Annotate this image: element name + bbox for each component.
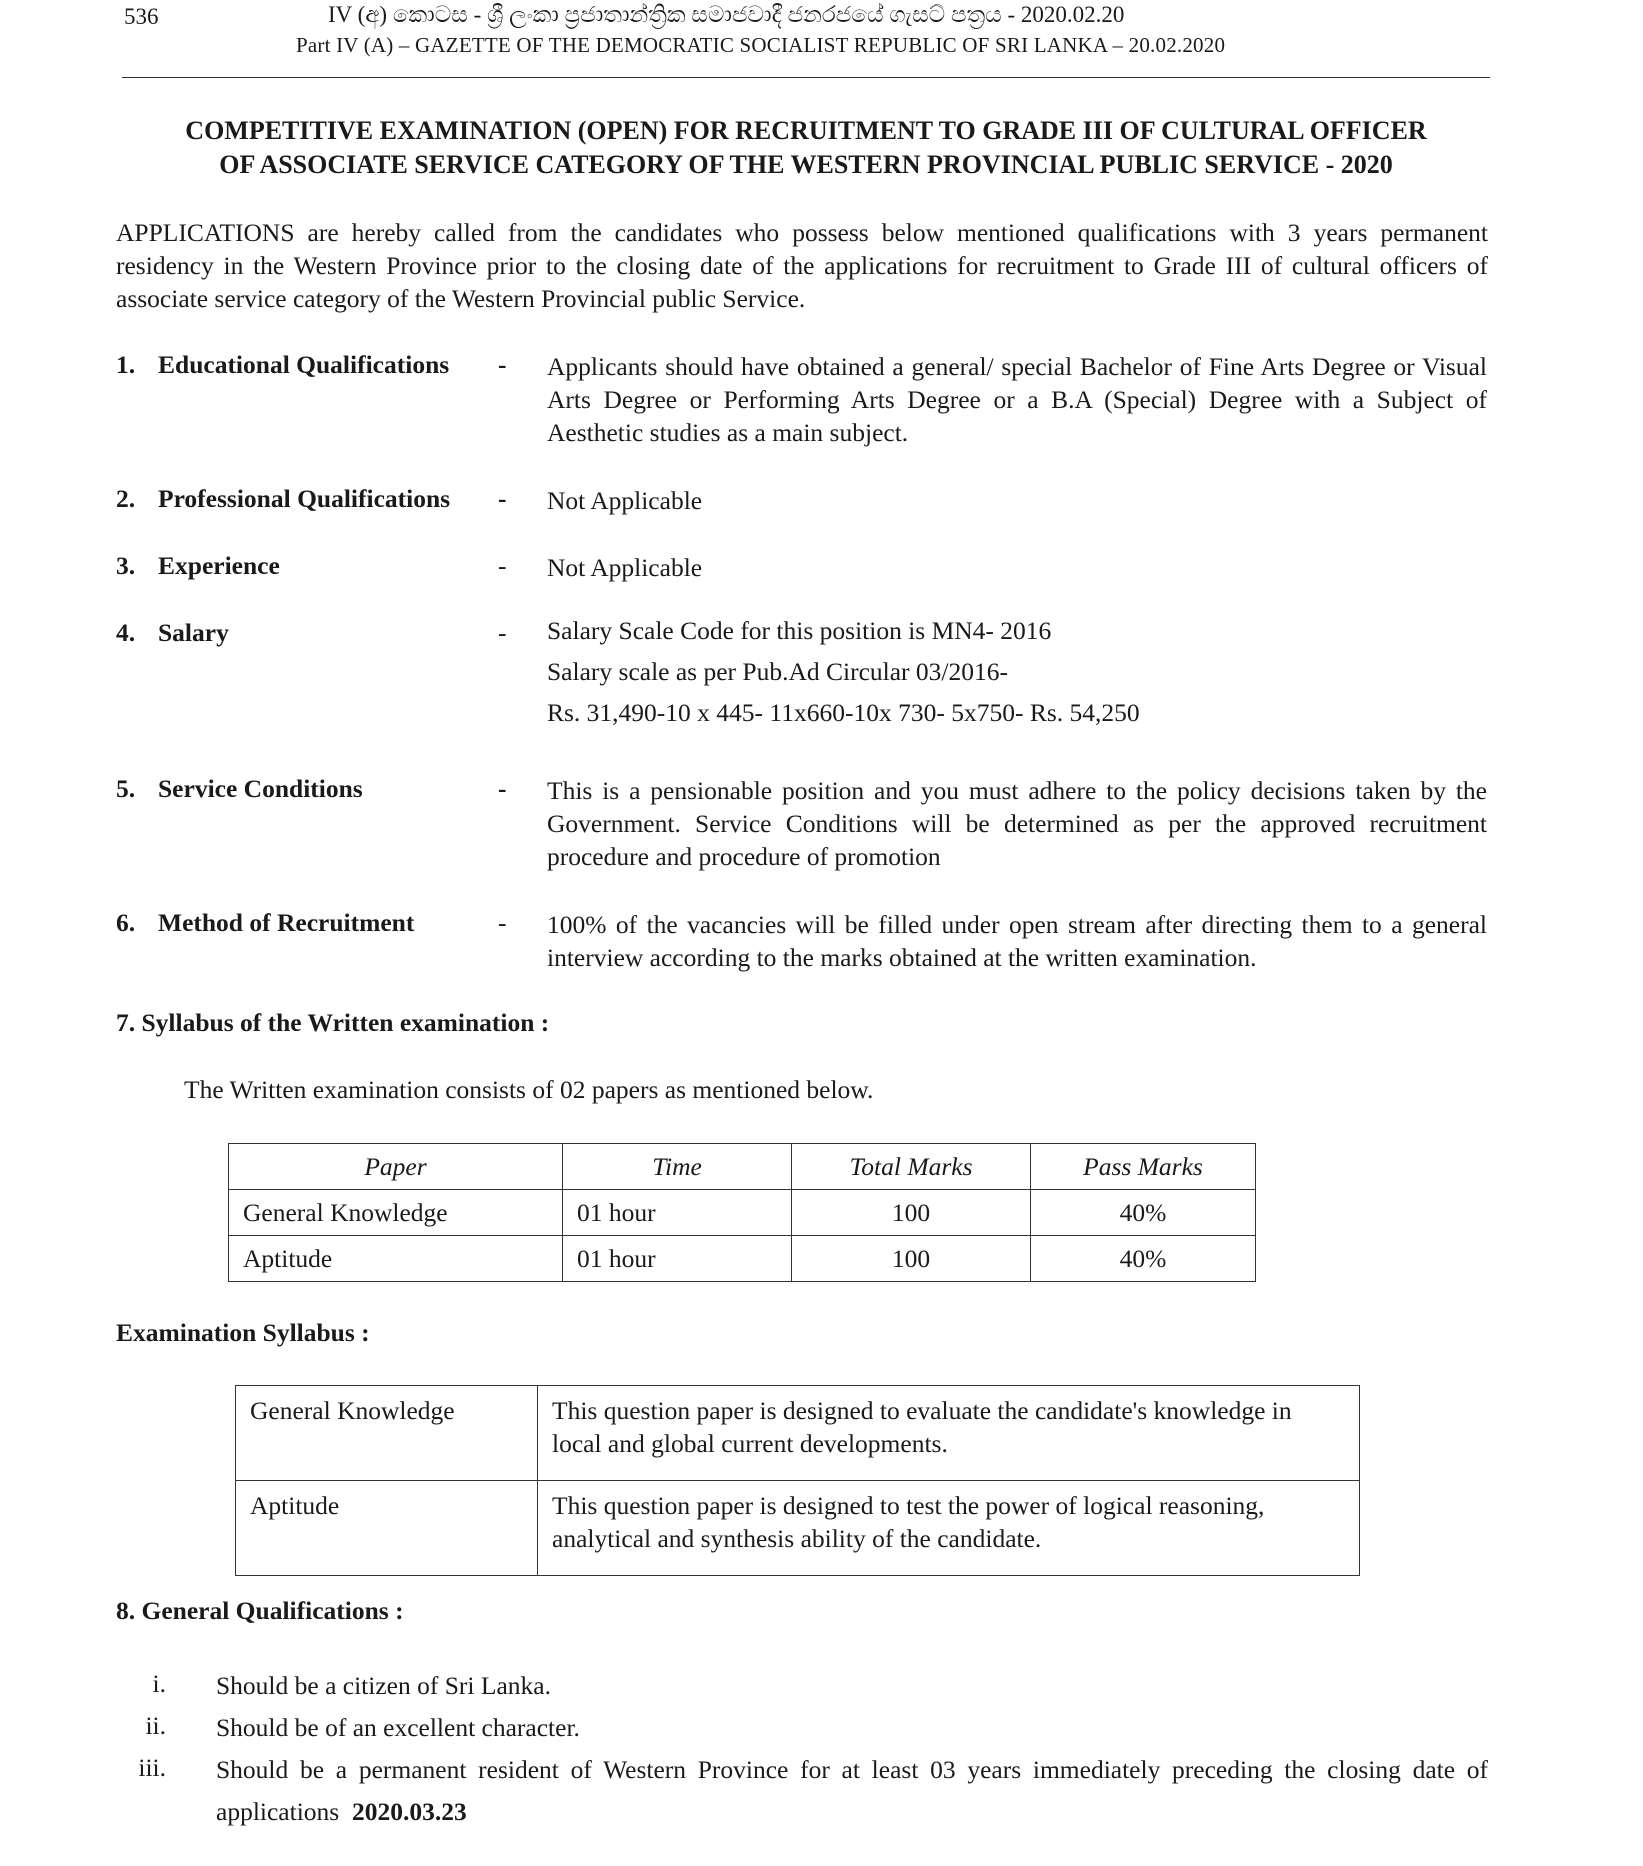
paper-pass-marks: 40% bbox=[1031, 1190, 1256, 1236]
column-header-time: Time bbox=[563, 1144, 792, 1190]
table-row bbox=[229, 1236, 1256, 1282]
salary-circular: Salary scale as per Pub.Ad Circular 03/2016- bbox=[547, 657, 1009, 686]
item-number: 4. bbox=[116, 618, 136, 647]
item-value-method-of-recruitment: 100% of the vacancies will be filled under open stream after directing them to a general interview according to the marks obtained at the written examination. bbox=[547, 910, 1487, 972]
item-dash: - bbox=[498, 551, 507, 580]
syllabus-description: This question paper is designed to test the power of logical reasoning, analytical and synthesis ability of the candidate. bbox=[538, 1481, 1360, 1576]
syllabus-intro: The Written examination consists of 02 papers as mentioned below. bbox=[184, 1075, 874, 1104]
notice-title-line-2: OF ASSOCIATE SERVICE CATEGORY OF THE WESTERN PROVINCIAL PUBLIC SERVICE - 2020 bbox=[219, 150, 1393, 179]
list-item: Should be a citizen of Sri Lanka. bbox=[216, 1671, 551, 1700]
column-header-paper: Paper bbox=[229, 1144, 563, 1190]
column-header-pass-marks: Pass Marks bbox=[1031, 1144, 1256, 1190]
paper-total-marks: 100 bbox=[792, 1190, 1031, 1236]
salary-scale-code: Salary Scale Code for this position is MN4- 2016 bbox=[547, 616, 1052, 645]
list-item bbox=[216, 1749, 1488, 1833]
paper-name: General Knowledge bbox=[229, 1190, 563, 1236]
notice-title-line-1: COMPETITIVE EXAMINATION (OPEN) FOR RECRUITMENT TO GRADE III OF CULTURAL OFFICER bbox=[185, 116, 1427, 145]
item-label-educational-qualifications: Educational Qualifications bbox=[158, 350, 450, 379]
table-row bbox=[229, 1190, 1256, 1236]
general-qualifications-heading: 8. General Qualifications : bbox=[116, 1596, 404, 1625]
item-dash: - bbox=[498, 618, 507, 647]
gazette-header-sinhala: IV (අ) කොටස - ශ්‍රී ලංකා ප්‍රජාතාන්ත්‍රික සමාජවාදී ජනරජයේ ගැසට් පත්‍රය - 2020.02.20 bbox=[328, 2, 1125, 27]
notice-title bbox=[116, 114, 1496, 182]
syllabus-paper-name: General Knowledge bbox=[236, 1386, 538, 1481]
paper-total-marks: 100 bbox=[792, 1236, 1031, 1282]
item-number: 6. bbox=[116, 908, 136, 937]
exam-syllabus-heading: Examination Syllabus : bbox=[116, 1318, 370, 1347]
table-row bbox=[236, 1386, 1360, 1481]
item-number: 5. bbox=[116, 774, 136, 803]
list-item-number: iii. bbox=[138, 1753, 166, 1782]
gazette-header-english: Part IV (A) – GAZETTE OF THE DEMOCRATIC SOCIALIST REPUBLIC OF SRI LANKA – 20.02.2020 bbox=[296, 33, 1226, 57]
item-value-salary bbox=[547, 610, 1487, 733]
item-number: 1. bbox=[116, 350, 136, 379]
papers-table bbox=[228, 1143, 1256, 1282]
item-dash: - bbox=[498, 908, 507, 937]
paper-name: Aptitude bbox=[229, 1236, 563, 1282]
item-dash: - bbox=[498, 350, 507, 379]
column-header-total-marks: Total Marks bbox=[792, 1144, 1031, 1190]
page-number: 536 bbox=[124, 4, 159, 29]
item-number: 2. bbox=[116, 484, 136, 513]
item-dash: - bbox=[498, 484, 507, 513]
item-label-service-conditions: Service Conditions bbox=[158, 774, 363, 803]
item-label-professional-qualifications: Professional Qualifications bbox=[158, 484, 451, 513]
closing-date: 2020.03.23 bbox=[351, 1797, 467, 1826]
paper-pass-marks: 40% bbox=[1031, 1236, 1256, 1282]
list-item-number: ii. bbox=[145, 1711, 166, 1740]
header-divider bbox=[122, 77, 1490, 78]
paper-time: 01 hour bbox=[563, 1236, 792, 1282]
list-item: Should be of an excellent character. bbox=[216, 1713, 580, 1742]
salary-range: Rs. 31,490-10 x 445- 11x660-10x 730- 5x750- Rs. 54,250 bbox=[547, 698, 1140, 727]
exam-syllabus-table bbox=[235, 1385, 1360, 1576]
syllabus-description: This question paper is designed to evaluate the candidate's knowledge in local and global current developments. bbox=[538, 1386, 1360, 1481]
intro-paragraph: APPLICATIONS are hereby called from the candidates who possess below mentioned qualifications with 3 years permanent residency in the Western Province prior to the closing date of the applications for recruitment to Grade III of cultural officers of associate service category of the Western Provincial public Service. bbox=[116, 218, 1488, 313]
item-value-professional-qualifications: Not Applicable bbox=[547, 486, 703, 515]
list-item-number: i. bbox=[152, 1669, 166, 1698]
item-dash: - bbox=[498, 774, 507, 803]
table-row bbox=[236, 1481, 1360, 1576]
paper-time: 01 hour bbox=[563, 1190, 792, 1236]
item-value-experience: Not Applicable bbox=[547, 553, 703, 582]
item-label-experience: Experience bbox=[158, 551, 280, 580]
item-label-salary: Salary bbox=[158, 618, 229, 647]
syllabus-heading: 7. Syllabus of the Written examination : bbox=[116, 1008, 550, 1037]
table-header-row bbox=[229, 1144, 1256, 1190]
syllabus-paper-name: Aptitude bbox=[236, 1481, 538, 1576]
item-value-educational-qualifications: Applicants should have obtained a general/ special Bachelor of Fine Arts Degree or Visual Arts Degree or Performing Arts Degree or a B.A (Special) Degree with a Subject of Aesthetic studies as a main subject. bbox=[547, 352, 1487, 447]
item-number: 3. bbox=[116, 551, 136, 580]
item-label-method-of-recruitment: Method of Recruitment bbox=[158, 908, 415, 937]
item-value-service-conditions: This is a pensionable position and you must adhere to the policy decisions taken by the Government. Service Conditions will be determined as per the approved recruitment procedure and procedure of promotion bbox=[547, 776, 1487, 871]
list-item-text: Should be a permanent resident of Western Province for at least 03 years immediately preceding the closing date of applications bbox=[216, 1755, 1488, 1826]
